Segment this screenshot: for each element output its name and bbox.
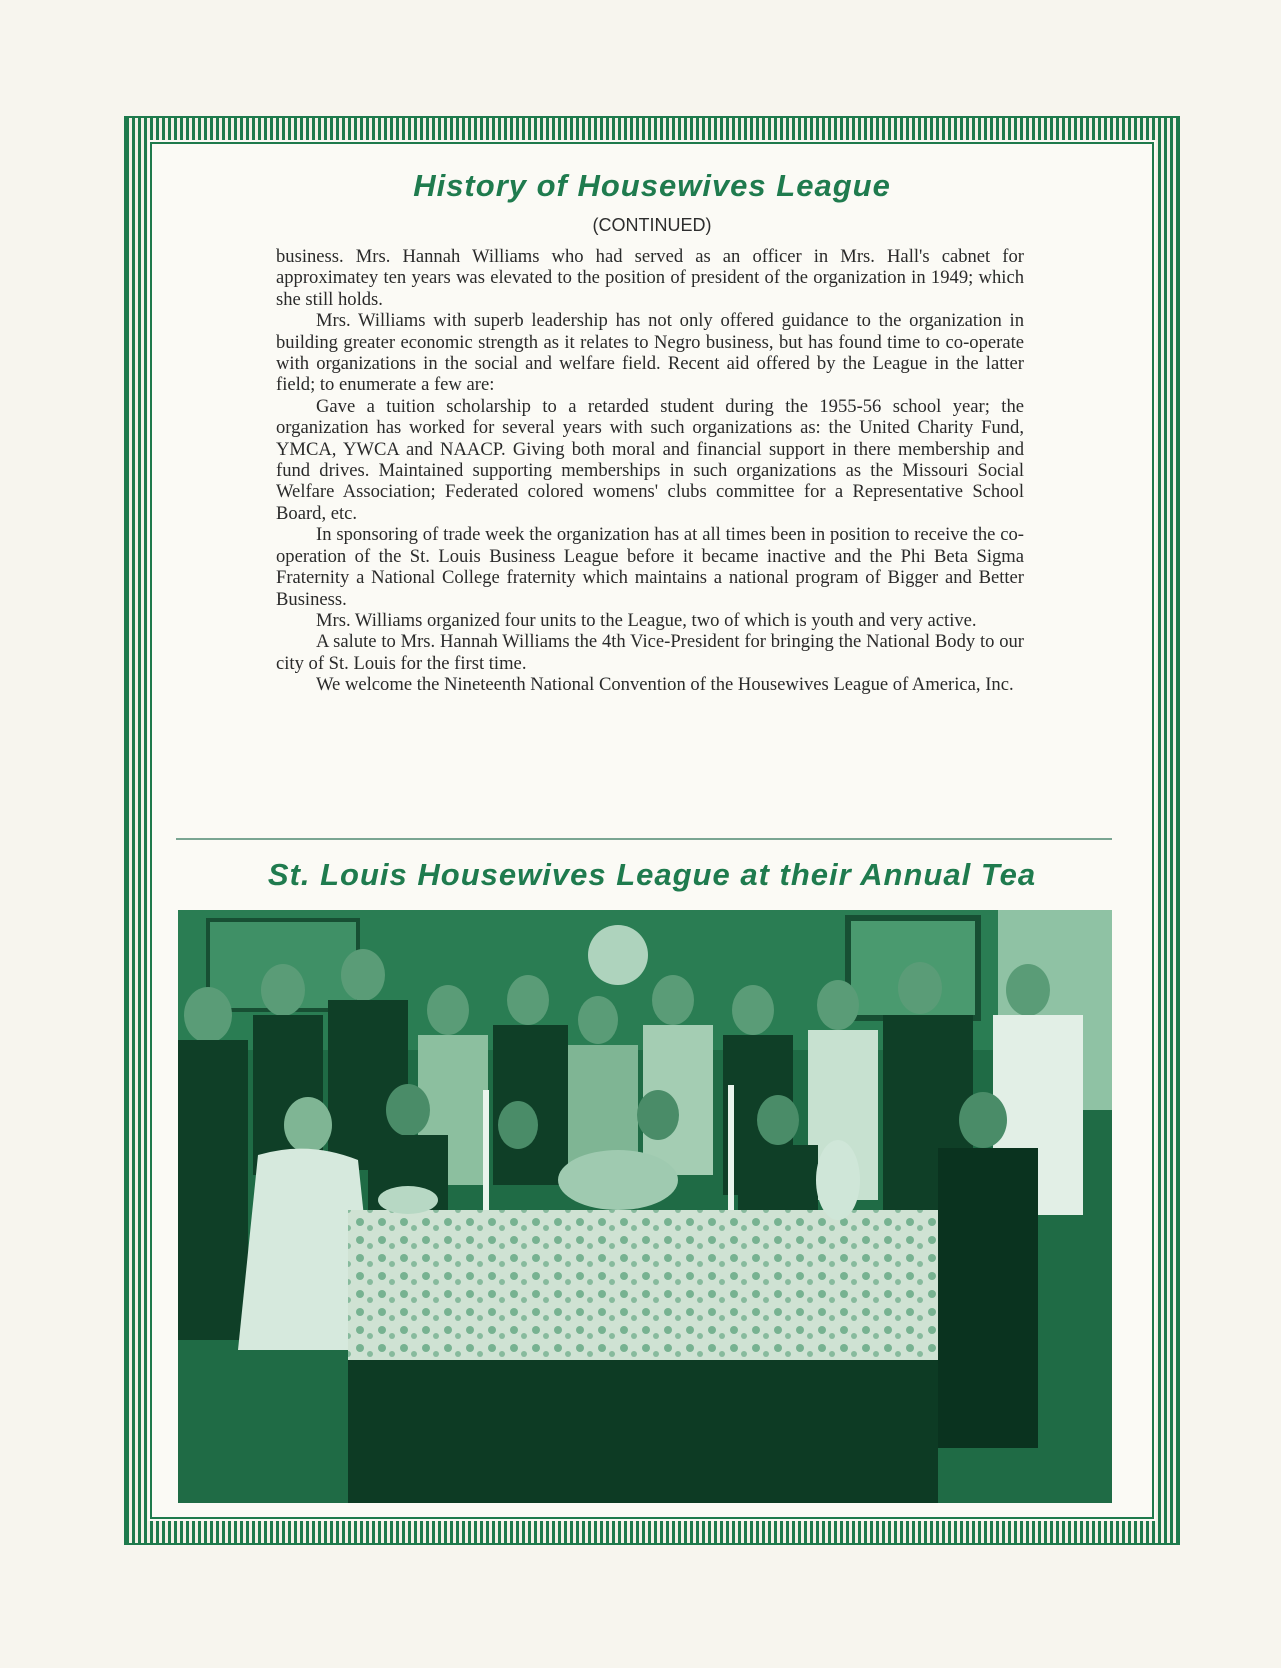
section-divider xyxy=(176,838,1112,840)
page-title: History of Housewives League xyxy=(413,168,891,203)
article-body xyxy=(276,246,1024,696)
article-paragraph: In sponsoring of trade week the organization has at all times been in position to receive the co-operation of the St. Louis Business League before it became inactive and the Phi Beta Sigma Fraternity a National College fraternity which maintains a national program of Bigger and Better Business. xyxy=(276,524,1024,610)
article-paragraph: business. Mrs. Hannah Williams who had served as an officer in Mrs. Hall's cabnet for approximatey ten years was elevated to the position of president of the organization in 1949; which she still holds. xyxy=(276,246,1024,310)
article-paragraph: Mrs. Williams organized four units to the League, two of which is youth and very active. xyxy=(316,609,977,631)
photo-caption: St. Louis Housewives League at their Annual Tea xyxy=(267,857,1037,892)
group-photo xyxy=(178,910,1112,1503)
group-photo-illustration xyxy=(178,910,1112,1503)
article-paragraph: A salute to Mrs. Hannah Williams the 4th Vice-President for bringing the National Body to our city of St. Louis for the first time. xyxy=(276,631,1024,674)
article-paragraph: Mrs. Williams with superb leadership has not only offered guidance to the organization in building greater economic strength as it relates to Negro business, but has found time to co-operate with organizations in the social and welfare field. Recent aid offered by the League in the latter field; to enumerate a few are: xyxy=(276,310,1024,396)
article-paragraph: We welcome the Nineteenth National Convention of the Housewives League of America, Inc. xyxy=(316,674,1014,696)
article-paragraph: Gave a tuition scholarship to a retarded student during the 1955-56 school year; the organization has worked for several years with such organizations as: the United Charity Fund, YMCA, YWCA and NAACP. Giving both moral and financial support in there membership and fund drives. Maintained supporting memberships in such organizations as the Missouri Social Welfare Association; Federated colored womens' clubs committee for a Representative School Board, etc. xyxy=(276,395,1024,524)
page-subtitle: (CONTINUED) xyxy=(592,215,712,235)
